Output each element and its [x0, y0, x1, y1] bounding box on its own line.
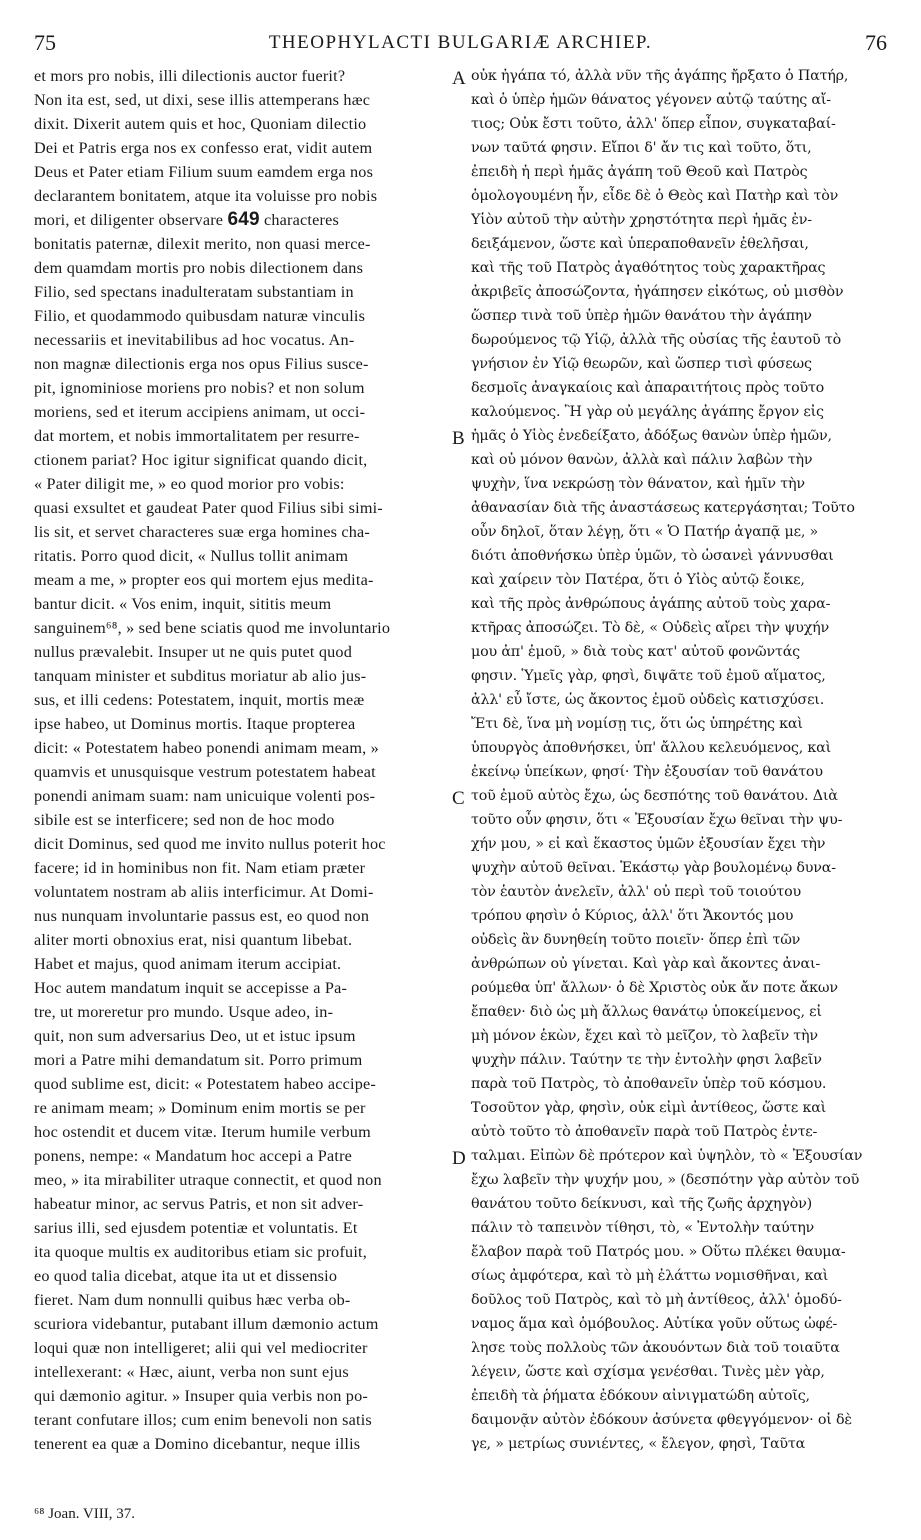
latin-text-line: quamvis et unusquisque vestrum potestatem habeat [34, 763, 376, 781]
latin-text-line: et mors pro nobis, illi dilectionis auctor fuerit? [34, 67, 346, 85]
footnote: ⁶⁸ Joan. VIII, 37. [34, 1506, 136, 1522]
greek-text-line: τοῦ ἐμοῦ αὐτὸς ἔχω, ὡς δεσπότης τοῦ θανάτου. Διὰ [471, 788, 838, 804]
running-title: THEOPHYLACTI BULGARIÆ ARCHIEP. [268, 32, 653, 53]
greek-text-line: θανάτου τοῦτο δείκνυσι, καὶ τῆς ζωῆς ἀρχηγὸν) [471, 1196, 813, 1212]
greek-text-line: λησε τοὺς πολλοὺς τῶν ἀκουόντων διὰ τοῦ τοιαῦτα [471, 1340, 840, 1356]
margin-letter-b: B [452, 428, 465, 449]
latin-text-line: moriens, sed et iterum accipiens animam, ut occi- [34, 403, 366, 421]
greek-text-line: τὸν ἑαυτὸν ἀνελεῖν, ἀλλ' οὐ περὶ τοῦ τοιούτου [471, 884, 801, 900]
greek-text-line: αὐτὸ τοῦτο τὸ ἀποθανεῖν παρὰ τοῦ Πατρὸς ἐντε- [471, 1124, 818, 1140]
greek-text-line: καὶ χαίρειν τὸν Πατέρα, ὅτι ὁ Υἱὸς αὐτῷ ἔοικε, [471, 572, 805, 588]
latin-text-line: mori, et diligenter observare 649 characteres [34, 209, 339, 230]
inline-column-number: 649 [227, 209, 260, 230]
latin-text-line: ctionem pariat? Hoc igitur significat quando dicit, [34, 451, 368, 469]
latin-text-line: lis sit, et servet characteres suæ erga homines cha- [34, 523, 370, 541]
latin-text-line: loqui quæ non intelligeret; alii qui vel mediocriter [34, 1339, 368, 1357]
greek-text-line: διότι ἀποθνήσκω ὑπὲρ ὑμῶν, τὸ ὡσανεὶ γάννυσθαι [471, 548, 834, 564]
latin-text-line: dicit: « Potestatem habeo ponendi animam meam, » [34, 739, 379, 757]
latin-text-line: terant confutare illos; cum enim benevoli non satis [34, 1411, 372, 1429]
greek-text-line: ἐκείνῳ ὑπείκων, φησί· Τὴν ἐξουσίαν τοῦ θανάτου [471, 764, 823, 780]
greek-text-line: καὶ τῆς τοῦ Πατρὸς ἀγαθότητος τοὺς χαρακτῆρας [471, 260, 826, 276]
latin-text-line: qui dæmonio agitur. » Insuper quia verbis non po- [34, 1387, 368, 1405]
latin-text-line: Deus et Pater etiam Filium suum eamdem erga nos [34, 163, 374, 181]
greek-text-line: ψυχὴν αὐτοῦ θεῖναι. Ἑκάστῳ γὰρ βουλομένῳ δυνα- [471, 860, 836, 876]
latin-text-line: ponendi animam suam: nam unicuique volenti pos- [34, 787, 376, 805]
greek-text-line: οὖν δηλοῖ, ὅταν λέγῃ, ὅτι « Ὁ Πατήρ ἀγαπᾷ με, » [471, 524, 819, 540]
latin-text-line: bantur dicit. « Vos enim, inquit, sititis meum [34, 595, 332, 613]
greek-text-line: ὁμολογουμένη ἦν, εἶδε δὲ ὁ Θεὸς καὶ Πατὴρ καὶ τὸν [471, 188, 839, 204]
latin-text-line: re animam meam; » Dominum enim mortis se per [34, 1099, 366, 1117]
latin-text-line: Hoc autem mandatum inquit se accepisse a Pa- [34, 979, 348, 997]
latin-text-line: tanquam minister et subditus moriatur ab alio jus- [34, 667, 367, 685]
latin-text-line: pit, ignominiose moriens pro nobis? et non solum [34, 379, 365, 397]
greek-text-line: οὐδεὶς ἂν δυνηθείη τοῦτο ποιεῖν· ὅπερ ἐπὶ τῶν [471, 932, 801, 948]
latin-text-line: mori a Patre mihi demandatum sit. Porro primum [34, 1051, 363, 1069]
greek-text-line: νων ταῦτά φησιν. Εἴποι δ' ἄν τις καὶ τοῦτο, ὅτι, [471, 140, 812, 156]
greek-text-line: δοῦλος τοῦ Πατρὸς, καὶ τὸ μὴ ἀντίθεος, ἀλλ' ὁμοδύ- [471, 1292, 842, 1308]
greek-text-line: χήν μου, » εἰ καὶ ἕκαστος ὑμῶν ἐξουσίαν ἔχει τὴν [471, 836, 826, 852]
greek-text-line: τοῦτο οὖν φησιν, ὅτι « Ἐξουσίαν ἔχω θεῖναι τὴν ψυ- [471, 812, 843, 828]
margin-letter-a: A [452, 68, 466, 89]
greek-text-line: ρούμεθα ὑπ' ἄλλων· ὁ δὲ Χριστὸς οὐκ ἄν ποτε ἄκων [471, 980, 838, 996]
latin-text-line: quod sublime est, dicit: « Potestatem habeo accipe- [34, 1075, 376, 1093]
greek-text-line: οὐκ ἠγάπα τό, ἀλλὰ νῦν τῆς ἀγάπης ἤρξατο ὁ Πατήρ, [471, 68, 849, 84]
latin-text-line: aliter morti obnoxius erat, nisi quantum libebat. [34, 931, 353, 949]
latin-text-line: Filio, sed spectans inadulteratam substantiam in [34, 283, 354, 301]
greek-text-line: δαιμονᾷν αὐτὸν ἐδόκουν ἀσύνετα φθεγγόμενον· οἱ δὲ [471, 1412, 852, 1428]
latin-text-line: Filio, et quodammodo quibusdam naturæ vinculis [34, 307, 366, 325]
greek-text-line: καὶ οὐ μόνον θανὼν, ἀλλὰ καὶ πάλιν λαβὼν τὴν [471, 452, 813, 468]
latin-text-line: « Pater diligit me, » eo quod morior pro vobis: [34, 475, 345, 493]
latin-text-line: quit, non sum adversarius Deo, ut et istuc ipsum [34, 1027, 356, 1045]
greek-text-line: ἔχω λαβεῖν τὴν ψυχήν μου, » (δεσπότην γὰρ αὐτὸν τοῦ [471, 1172, 860, 1188]
latin-text-line: nus nunquam involuntarie passus est, eo quod non [34, 907, 370, 925]
greek-text-line: ὥσπερ τινὰ τοῦ ὑπὲρ ἡμῶν θανάτου τὴν ἀγάπην [471, 308, 812, 324]
latin-text-line: ritatis. Porro quod dicit, « Nullus tollit animam [34, 547, 349, 565]
latin-text-line: Non ita est, sed, ut dixi, sese illis attemperans hæc [34, 91, 371, 109]
latin-text-line: facere; id in hominibus non fit. Nam etiam præter [34, 859, 366, 877]
latin-text-line: fieret. Nam dum nonnulli quibus hæc verba ob- [34, 1291, 351, 1309]
latin-text-line: sus, et illi cedens: Potestatem, inquit, mortis meæ [34, 691, 365, 709]
greek-text-line: ἀθανασίαν διὰ τῆς ἀναστάσεως κατεργάσηται; Τοῦτο [471, 500, 855, 516]
margin-letter-c: C [452, 788, 465, 809]
latin-text-line: non magnæ dilectionis erga nos opus Filius susce- [34, 355, 369, 373]
latin-text-line: habeatur minor, ac servus Patris, et non sit adver- [34, 1195, 364, 1213]
greek-text-line: ψυχὴν πάλιν. Ταύτην τε τὴν ἐντολὴν φησι λαβεῖν [471, 1052, 822, 1068]
latin-text-line: voluntatem nostram ab aliis interficimur. At Domi- [34, 883, 374, 901]
latin-text-line: scuriora videbantur, putabant illum dæmonio actum [34, 1315, 379, 1333]
greek-text-line: πάλιν τὸ ταπεινὸν τίθησι, τὸ, « Ἐντολὴν ταύτην [471, 1220, 815, 1236]
greek-text-line: ἐπειδὴ ἡ περὶ ἡμᾶς ἀγάπη τοῦ Θεοῦ καὶ Πατρὸς [471, 164, 808, 180]
latin-text-line: bonitatis paternæ, dilexit merito, non quasi merce- [34, 235, 371, 253]
greek-text-line: σίως ἀμφότερα, καὶ τὸ μὴ ἐλάττω νομισθῆναι, καὶ [471, 1268, 829, 1284]
latin-text-line: ipse habeo, ut Dominus mortis. Itaque propterea [34, 715, 356, 733]
latin-text-line: nullus prævalebit. Insuper ut ne quis putet quod [34, 643, 353, 661]
greek-text-line: ἡμᾶς ὁ Υἱὸς ἐνεδείξατο, ἀδόξως θανὼν ὑπὲρ ἡμῶν, [471, 428, 832, 444]
greek-text-line: καὶ τῆς πρὸς ἀνθρώπους ἀγάπης αὐτοῦ τοὺς χαρα- [471, 596, 831, 612]
latin-text-line: ita quoque multis ex auditoribus etiam sic profuit, [34, 1243, 367, 1261]
page-header [30, 30, 891, 60]
latin-text-line: sarius illi, sed ejusdem potentiæ et voluntatis. Et [34, 1219, 358, 1237]
latin-text-line: sibile est se interficere; sed non de hoc modo [34, 811, 335, 829]
greek-text-line: δειξάμενον, ὥστε καὶ ὑπεραποθανεῖν ἐθελῆσαι, [471, 236, 809, 252]
greek-text-line: ἀλλ' εὖ ἴστε, ὡς ἄκοντος ἐμοῦ οὐδεὶς κατισχύσει. [471, 692, 825, 708]
greek-text-line: δωρούμενος τῷ Υἱῷ, ἀλλὰ τῆς οὐσίας τῆς ἑαυτοῦ τὸ [471, 332, 842, 348]
greek-text-line: γνήσιον ἐν Υἱῷ θεωρῶν, καὶ ὥσπερ τισὶ φύσεως [471, 356, 812, 372]
greek-text-line: ὑπουργὸς ἀποθνήσκει, ὑπ' ἄλλου κελευόμενος, καὶ [471, 740, 831, 756]
greek-text-line: φησιν. Ὑμεῖς γὰρ, φησὶ, διψᾶτε τοῦ ἐμοῦ αἵματος, [471, 668, 826, 684]
latin-column [34, 64, 454, 1456]
greek-text-line: Υἱὸν αὐτοῦ τὴν αὐτὴν χρηστότητα περὶ ἡμᾶς ἐν- [471, 212, 812, 228]
greek-text-line: ἀνθρώπων οὐ γίνεται. Καὶ γὰρ καὶ ἄκοντες ἀναι- [471, 956, 821, 972]
greek-text-line: Τοσοῦτον γὰρ, φησὶν, οὐκ εἰμὶ ἀντίθεος, ὥστε καὶ [471, 1100, 827, 1116]
latin-text-line: ponens, nempe: « Mandatum hoc accepi a Patre [34, 1147, 353, 1165]
margin-letter-d: D [452, 1148, 466, 1169]
latin-text-line: sanguinem⁶⁸, » sed bene sciatis quod me involuntario [34, 619, 391, 637]
greek-text-line: ἀκριβεῖς ἀποσώζοντα, ἠγάπησεν εἰκότως, οὐ μισθὸν [471, 284, 844, 300]
greek-text-line: μου ἀπ' ἐμοῦ, » διὰ τοὺς κατ' αὐτοῦ φονῶντάς [471, 644, 800, 660]
greek-text-line: καὶ ὁ ὑπὲρ ἡμῶν θάνατος γέγονεν αὐτῷ ταύτης αἴ- [471, 92, 831, 108]
latin-text-line: dem quamdam mortis pro nobis dilectionem dans [34, 259, 364, 277]
greek-text-line: ἔπαθεν· διὸ ὡς μὴ ἄλλως θανάτῳ ὑποκείμενος, εἰ [471, 1004, 822, 1020]
greek-text-line: ἐπειδὴ τὰ ῥήματα ἐδόκουν αἰνιγματώδη αὐτοῖς, [471, 1388, 810, 1404]
greek-text-line: ψυχὴν, ἵνα νεκρώσῃ τὸν θάνατον, καὶ ἡμῖν τὴν [471, 476, 805, 492]
latin-text-line: dat mortem, et nobis immortalitatem per resurre- [34, 427, 360, 445]
latin-text-line: tenerent ea quæ a Domino dicebantur, neque illis [34, 1435, 361, 1453]
greek-text-line: ἔλαβον παρὰ τοῦ Πατρός μου. » Οὕτω πλέκει θαυμα- [471, 1244, 846, 1260]
greek-text-line: τιος; Οὐκ ἔστι τοῦτο, ἀλλ' ὅπερ εἶπον, συγκαταβαί- [471, 116, 836, 132]
greek-text-line: μὴ μόνον ἑκὼν, ἔχει καὶ τὸ μεῖζον, τὸ λαβεῖν τὴν [471, 1028, 818, 1044]
latin-text-line: intellexerant: « Hæc, aiunt, verba non sunt ejus [34, 1363, 349, 1381]
latin-text-line: tre, ut moreretur pro mundo. Usque adeo, in- [34, 1003, 334, 1021]
greek-text-line: Ἔτι δὲ, ἵνα μὴ νομίσῃ τις, ὅτι ὡς ὑπηρέτης καὶ [471, 716, 803, 732]
greek-text-line: γε, » μετρίως συνιέντες, « ἔλεγον, φησὶ, Ταῦτα [471, 1436, 806, 1452]
greek-text-line: καλούμενος. Ἢ γὰρ οὐ μεγάλης ἀγάπης ἔργον εἰς [471, 404, 824, 420]
greek-column [471, 64, 891, 1456]
latin-text-line: dicit Dominus, sed quod me invito nullus poterit hoc [34, 835, 386, 853]
greek-text-line: παρὰ τοῦ Πατρὸς, τὸ ἀποθανεῖν ὑπὲρ τοῦ κόσμου. [471, 1076, 827, 1092]
latin-text-line: meo, » ita mirabiliter utraque connectit, et quod non [34, 1171, 382, 1189]
latin-text-line: hoc ostendit et ducem vitæ. Iterum humile verbum [34, 1123, 371, 1141]
latin-text-line: quasi exsultet et gaudeat Pater quod Filius sibi simi- [34, 499, 383, 517]
latin-text-line: Habet et majus, quod animam iterum accipiat. [34, 955, 342, 973]
latin-text-line: meam a me, » propter eos qui mortem ejus medita- [34, 571, 374, 589]
latin-text-line: eo quod talia dicebat, atque ita ut et dissensio [34, 1267, 338, 1285]
greek-text-line: δεσμοῖς ἀναγκαίοις καὶ ἀπαραιτήτοις πρὸς τοῦτο [471, 380, 825, 396]
greek-text-line: ναμος ἅμα καὶ ὁμόβουλος. Αὐτίκα γοῦν οὕτως ὠφέ- [471, 1316, 838, 1332]
latin-text-line: dixit. Dixerit autem quis et hoc, Quoniam dilectio [34, 115, 367, 133]
greek-text-line: κτῆρας ἀποσώζει. Τὸ δὲ, « Οὐδεὶς αἴρει τὴν ψυχήν [471, 620, 830, 636]
greek-text-line: τρόπου φησὶν ὁ Κύριος, ἀλλ' ὅτι Ἄκοντός μου [471, 908, 794, 924]
greek-text-line: λέγειν, ὥστε καὶ σχίσμα γενέσθαι. Τινὲς μὲν γὰρ, [471, 1364, 825, 1380]
latin-text-line: Dei et Patris erga nos ex confesso erat, vidit autem [34, 139, 373, 157]
right-page-number: 76 [865, 30, 887, 55]
latin-text-line: necessariis et inevitabilibus ad hoc vocatus. An- [34, 331, 355, 349]
latin-text-line: declarantem bonitatem, atque ita voluisse pro nobis [34, 187, 378, 205]
left-page-number: 75 [34, 30, 56, 55]
greek-text-line: ταλμαι. Εἰπὼν δὲ πρότερον καὶ ὑψηλὸν, τὸ « Ἐξουσίαν [471, 1148, 863, 1164]
